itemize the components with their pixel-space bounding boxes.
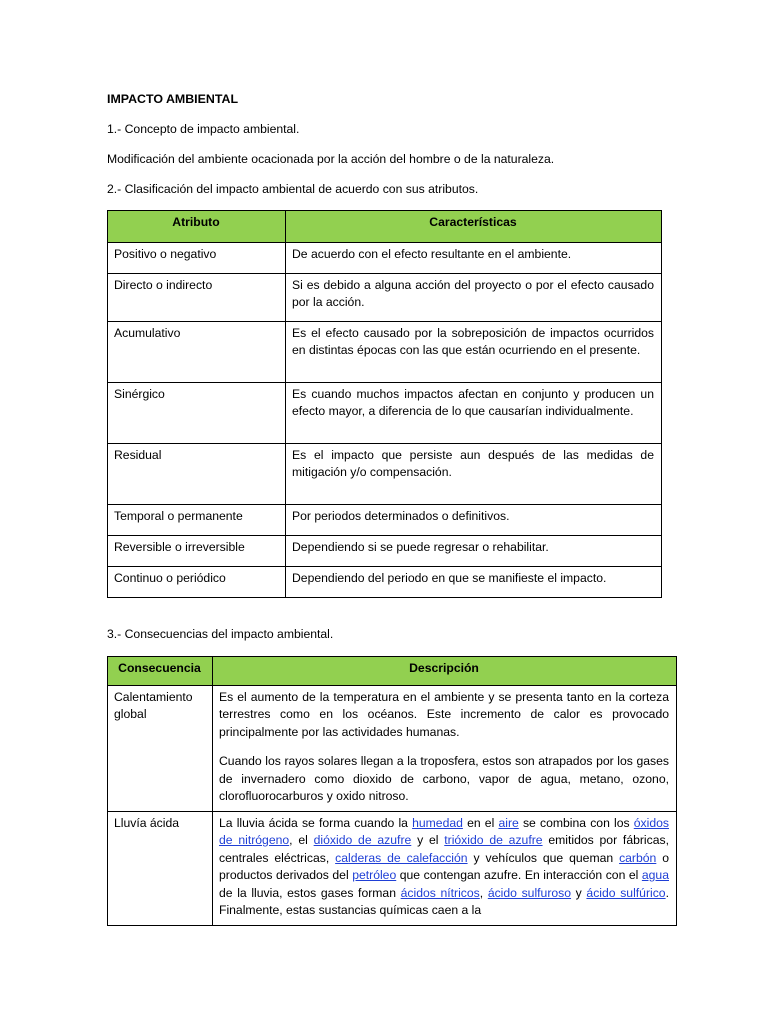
header-atributo: Atributo [108, 211, 286, 243]
document-title: IMPACTO AMBIENTAL [107, 92, 239, 106]
attribute-cell: Continuo o periódico [108, 566, 286, 597]
text-segment: de la lluvia, estos gases forman [219, 885, 401, 900]
section1-text: Modificación del ambiente ocacionada por la acción del hombre o de la naturaleza. [107, 152, 555, 166]
text-segment: y el [411, 833, 445, 847]
consequences-table-header [108, 657, 677, 686]
characteristic-cell: De acuerdo con el efecto resultante en el ambiente. [286, 242, 662, 273]
table-row [108, 242, 662, 273]
table-row [108, 321, 662, 382]
table-row [108, 382, 662, 443]
attribute-cell: Residual [108, 443, 286, 504]
attribute-cell: Directo o indirecto [108, 273, 286, 321]
attribute-cell: Sinérgico [108, 382, 286, 443]
text-segment: se combina con los [518, 815, 634, 830]
characteristic-cell: Es cuando muchos impactos afectan en conjunto y producen un efecto mayor, a diferencia de lo que causarían individualmente. [286, 382, 662, 443]
table-row [108, 811, 677, 925]
characteristic-cell: Es el efecto causado por la sobreposición de impactos ocurridos en distintas épocas con las que están ocurriendo en el presente. [286, 321, 662, 382]
section1-heading: 1.- Concepto de impacto ambiental. [107, 122, 300, 136]
inline-link[interactable]: dióxido de azufre [313, 833, 412, 847]
consequence-cell: Lluvía ácida [108, 811, 213, 925]
description-paragraph: Cuando los rayos solares llegan a la troposfera, estos son atrapados por los gases de invernadero como dioxido de carbono, vapor de agua, metano, ozono, clorofluorocarburos y oxido nitroso. [219, 754, 669, 803]
inline-link[interactable]: humedad [412, 815, 463, 830]
table-row [108, 443, 662, 504]
table-row [108, 273, 662, 321]
table-row [108, 504, 662, 535]
inline-link[interactable]: trióxido de azufre [444, 833, 543, 847]
description-cell [213, 811, 677, 925]
section3-heading: 3.- Consecuencias del impacto ambiental. [107, 627, 334, 641]
characteristic-cell: Por periodos determinados o definitivos. [286, 504, 662, 535]
text-segment: y vehículos que queman [467, 850, 620, 865]
attribute-cell: Reversible o irreversible [108, 535, 286, 566]
inline-link[interactable]: óxidos de nitrógeno [219, 815, 669, 847]
text-segment: emitidos por fábricas, centrales eléctricas, [219, 833, 669, 865]
inline-link[interactable]: carbón [619, 850, 657, 865]
text-segment: y [571, 885, 587, 900]
inline-link[interactable]: petróleo [352, 868, 397, 882]
attributes-table [107, 210, 662, 598]
description-cell [213, 685, 677, 811]
header-consecuencia: Consecuencia [108, 657, 213, 686]
text-segment: , [479, 885, 488, 900]
text-segment: . Finalmente, estas sustancias químicas caen a la [219, 885, 669, 917]
header-caracteristicas: Características [286, 211, 662, 243]
attributes-table-header [108, 211, 662, 243]
table-row [108, 535, 662, 566]
table-row [108, 566, 662, 597]
inline-link[interactable]: ácido sulfúrico [586, 885, 666, 900]
attribute-cell: Positivo o negativo [108, 242, 286, 273]
text-segment: que contengan azufre. En interacción con el [396, 868, 642, 882]
document-page [107, 91, 660, 198]
inline-link[interactable]: ácido sulfuroso [487, 885, 572, 900]
characteristic-cell: Es el impacto que persiste aun después de las medidas de mitigación y/o compensación. [286, 443, 662, 504]
inline-link[interactable]: aire [498, 815, 519, 830]
inline-link[interactable]: agua [641, 868, 669, 882]
attribute-cell: Acumulativo [108, 321, 286, 382]
characteristic-cell: Dependiendo si se puede regresar o rehabilitar. [286, 535, 662, 566]
text-segment: en el [462, 815, 499, 830]
acid-rain-paragraph [219, 815, 669, 920]
section2-heading: 2.- Clasificación del impacto ambiental de acuerdo con sus atributos. [107, 182, 479, 196]
consequence-cell: Calentamiento global [108, 685, 213, 811]
inline-link[interactable]: ácidos nítricos [400, 885, 480, 900]
inline-link[interactable]: calderas de calefacción [335, 850, 468, 865]
text-segment: La lluvia ácida se forma cuando la [219, 815, 413, 830]
header-descripcion: Descripción [213, 657, 677, 686]
consequences-table [107, 656, 677, 926]
text-segment: o productos derivados del [219, 850, 670, 882]
description-paragraph: Es el aumento de la temperatura en el ambiente y se presenta tanto en la corteza terrestres como en los océanos. Este incremento de calor es provocado principalmente por las actividades humanas. [219, 689, 669, 739]
characteristic-cell: Si es debido a alguna acción del proyecto o por el efecto causado por la acción. [286, 273, 662, 321]
text-segment: , el [289, 833, 314, 847]
attribute-cell: Temporal o permanente [108, 504, 286, 535]
table-row [108, 685, 677, 811]
characteristic-cell: Dependiendo del periodo en que se manifieste el impacto. [286, 566, 662, 597]
